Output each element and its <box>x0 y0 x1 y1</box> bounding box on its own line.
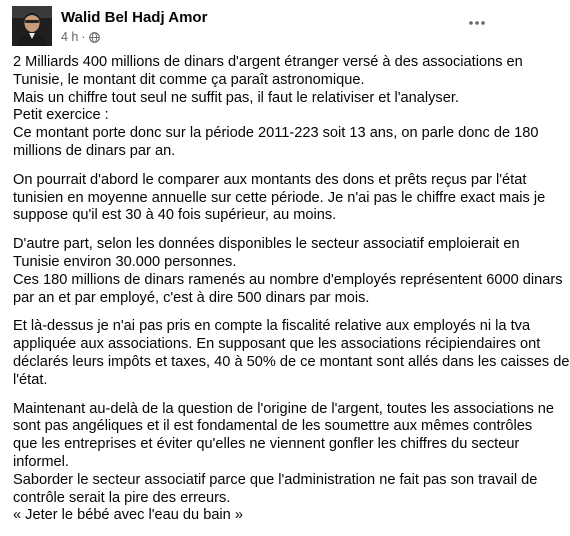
post-text-line: tunisien en moyenne annuelle sur cette période. Je n'ai pas le chiffre exact mais je <box>13 189 546 206</box>
globe-icon[interactable] <box>89 32 100 43</box>
post-text-line: Mais un chiffre tout seul ne suffit pas, il faut le relativiser et l'analyser. <box>13 89 459 106</box>
post-text-line: l'état. <box>13 371 48 388</box>
post-text-line: millions de dinars par an. <box>13 142 176 159</box>
post-text-line: par an et par employé, c'est à dire 500 dinars par mois. <box>13 289 370 306</box>
post-paragraph <box>13 171 546 225</box>
post-paragraph <box>13 400 555 526</box>
post-text-line: Tunisie, le montant dit comme ça paraît astronomique. <box>13 71 365 88</box>
post-body <box>13 54 570 536</box>
post-timestamp[interactable]: 4 h <box>61 30 79 44</box>
post-paragraph <box>13 54 539 161</box>
post-text-line: que les entreprises et éviter qu'elles ne viennent gonfler les chiffres du secteur <box>13 436 520 453</box>
post-text-line: Maintenant au-delà de la question de l'origine de l'argent, toutes les associations ne <box>13 400 555 417</box>
author-name[interactable]: Walid Bel Hadj Amor <box>61 9 208 26</box>
post-header <box>0 0 500 48</box>
post-text-line: « Jeter le bébé avec l'eau du bain » <box>13 507 243 524</box>
post-text-line: Ces 180 millions de dinars ramenés au nombre d'employés représentent 6000 dinars <box>13 271 563 288</box>
avatar[interactable] <box>12 6 52 46</box>
post-text-line: contrôle serait la pire des erreurs. <box>13 489 231 506</box>
post-text-line: appliquée aux associations. En supposant que les associations récipiendaires ont <box>13 336 541 353</box>
meta-separator: · <box>81 30 86 44</box>
profile-photo-icon <box>12 6 52 46</box>
post-text-line: Ce montant porte donc sur la période 2011-223 soit 13 ans, on parle donc de 180 <box>13 125 539 142</box>
post-text-line: suppose qu'il est 30 à 40 fois supérieur, au moins. <box>13 207 337 224</box>
post-meta <box>61 30 100 44</box>
post-text-line: Saborder le secteur associatif parce que l'administration ne fait pas son travail de <box>13 471 538 488</box>
post-text-line: Et là-dessus je n'ai pas pris en compte la fiscalité relative aux employés ni la tva <box>13 318 531 335</box>
post-text-line: informel. <box>13 453 69 470</box>
post-text-line: sont pas angéliques et il est fondamental de les soumettre aux mêmes contrôles <box>13 418 533 435</box>
post-text-line: D'autre part, selon les données disponibles le secteur associatif emploierait en <box>13 236 520 253</box>
post-text-line: Petit exercice : <box>13 107 109 124</box>
post-text-line: Tunisie environ 30.000 personnes. <box>13 253 237 270</box>
post-text-line: déclarés leurs impôts et taxes, 40 à 50% de ce montant sont allés dans les caisses de <box>13 353 570 370</box>
post-text-line: 2 Milliards 400 millions de dinars d'argent étranger versé à des associations en <box>13 54 523 70</box>
post-paragraph <box>13 236 563 307</box>
post-paragraph <box>13 318 570 389</box>
more-options-icon[interactable] <box>464 10 490 36</box>
post-text-line: On pourrait d'abord le comparer aux montants des dons et prêts reçus par l'état <box>13 171 527 188</box>
